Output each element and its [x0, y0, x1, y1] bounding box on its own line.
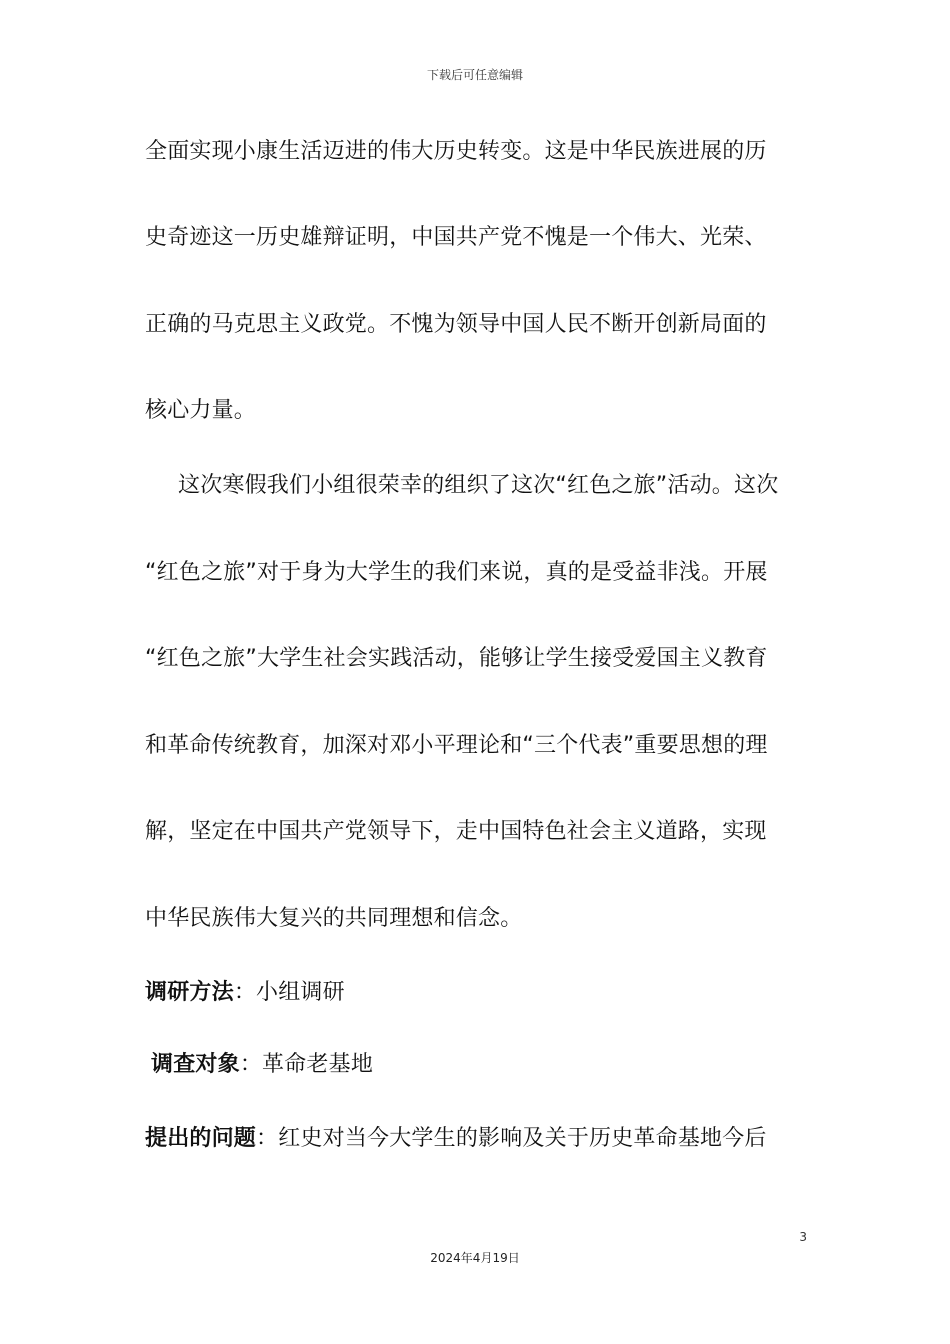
field-separator: ：	[233, 980, 257, 1005]
paragraph-line: “红色之旅”对于身为大学生的我们来说，真的是受益非浅。开展	[145, 560, 768, 585]
field-separator: ：	[239, 1052, 263, 1077]
paragraph-line: “红色之旅”大学生社会实践活动，能够让学生接受爱国主义教育	[145, 646, 768, 671]
footer-date: 2024年4月19日	[430, 1251, 520, 1265]
field-research-method	[145, 978, 815, 1008]
paragraph-line: 全面实现小康生活迈进的伟大历史转变。这是中华民族进展的历	[145, 139, 767, 164]
paragraph-line: 和革命传统教育，加深对邓小平理论和“三个代表”重要思想的理	[145, 733, 768, 758]
field-question	[145, 1124, 815, 1154]
paragraph-line: 正确的马克思主义政党。不愧为领导中国人民不断开创新局面的	[145, 312, 767, 337]
paragraph-line: 解，坚定在中国共产党领导下，走中国特色社会主义道路，实现	[145, 819, 767, 844]
paragraph-line: 这次寒假我们小组很荣幸的组织了这次“红色之旅”活动。这次	[178, 473, 779, 498]
field-label: 提出的问题	[145, 1126, 257, 1151]
paragraph-line: 核心力量。	[145, 398, 257, 423]
field-value: 红史对当今大学生的影响及关于历史革命基地今后	[278, 1126, 767, 1151]
field-label: 调研方法	[145, 980, 234, 1005]
page-header: 下载后可任意编辑	[426, 68, 523, 82]
paragraph-line: 史奇迹这一历史雄辩证明，中国共产党不愧是一个伟大、光荣、	[145, 225, 767, 250]
field-label: 调查对象	[151, 1052, 240, 1077]
page-number: 3	[799, 1230, 807, 1244]
paragraph-line: 中华民族伟大复兴的共同理想和信念。	[145, 906, 523, 931]
field-survey-subject	[151, 1050, 821, 1080]
field-value: 革命老基地	[262, 1052, 374, 1077]
field-separator: ：	[256, 1126, 279, 1151]
field-value: 小组调研	[256, 980, 345, 1005]
